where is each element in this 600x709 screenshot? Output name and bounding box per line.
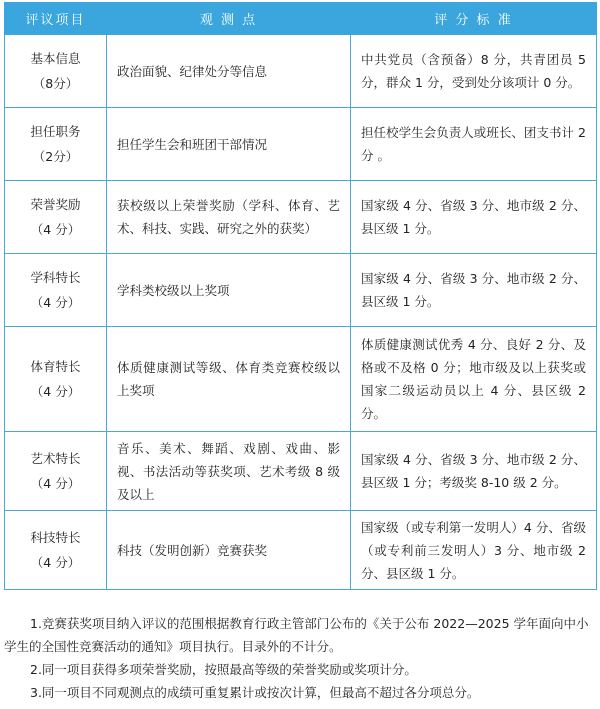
scoring-cell: 国家级 4 分、省级 3 分、地市级 2 分、县区级 1 分；考级奖 8-10 级 2 分。 — [351, 432, 597, 511]
item-cell — [5, 327, 107, 432]
note-3: 3.同一项目不同观测点的成绩可重复累计或按次计算，但最高不超过各分项总分。 — [30, 685, 480, 700]
header-item: 评议项目 — [5, 3, 107, 35]
table-row — [5, 254, 597, 327]
observation-cell: 政治面貌、纪律处分等信息 — [107, 35, 351, 108]
item-cell — [5, 108, 107, 181]
note-1: 1.竞赛获奖项目纳入评议的范围根据教育行政主管部门公布的《关于公布 2022—2025 学年面向中小学生的全国性竞赛活动的通知》项目执行。目录外的不计分。 — [4, 616, 589, 654]
evaluation-table — [4, 2, 597, 590]
item-cell — [5, 35, 107, 108]
item-points: （4 分） — [30, 222, 81, 237]
header-scoring: 评 分 标 准 — [351, 3, 597, 35]
item-name: 荣誉奖励 — [30, 197, 81, 212]
item-cell — [5, 511, 107, 590]
table-header-row — [5, 3, 597, 35]
scoring-cell: 担任校学生会负责人或班长、团支书计 2 分 。 — [351, 108, 597, 181]
observation-cell: 获校级以上荣誉奖励（学科、体育、艺术、科技、实践、研究之外的获奖） — [107, 181, 351, 254]
observation-cell: 音乐、美术、舞蹈、戏剧、戏曲、影视、书法活动等获奖项、艺术考级 8 级及以上 — [107, 432, 351, 511]
observation-cell: 科技（发明创新）竞赛获奖 — [107, 511, 351, 590]
table-row — [5, 327, 597, 432]
item-name: 学科特长 — [30, 270, 81, 285]
item-points: （4 分） — [30, 555, 81, 570]
item-name: 担任职务 — [30, 124, 81, 139]
header-observation: 观 测 点 — [107, 3, 351, 35]
scoring-cell: 国家级 4 分、省级 3 分、地市级 2 分、县区级 1 分。 — [351, 254, 597, 327]
item-points: （2分） — [32, 149, 79, 164]
scoring-cell: 国家级（或专利第一发明人）4 分、省级（或专利前三发明人）3 分、地市级 2 分、县区级 1 分。 — [351, 511, 597, 590]
table-row — [5, 35, 597, 108]
item-points: （4 分） — [30, 476, 81, 491]
item-name: 科技特长 — [30, 530, 81, 545]
item-points: （4 分） — [30, 295, 81, 310]
item-name: 基本信息 — [30, 51, 81, 66]
item-name: 体育特长 — [30, 359, 81, 374]
notes-section — [4, 612, 594, 704]
scoring-cell: 中共党员（含预备）8 分，共青团员 5 分，群众 1 分，受到处分该项计 0 分。 — [351, 35, 597, 108]
item-points: （4 分） — [30, 384, 81, 399]
observation-cell: 担任学生会和班团干部情况 — [107, 108, 351, 181]
item-cell — [5, 254, 107, 327]
item-points: （8分） — [32, 76, 79, 91]
table-row — [5, 108, 597, 181]
table-row — [5, 511, 597, 590]
observation-cell: 学科类校级以上奖项 — [107, 254, 351, 327]
item-cell — [5, 432, 107, 511]
item-name: 艺术特长 — [30, 451, 81, 466]
table-row — [5, 432, 597, 511]
item-cell — [5, 181, 107, 254]
scoring-cell: 国家级 4 分、省级 3 分、地市级 2 分、县区级 1 分。 — [351, 181, 597, 254]
observation-cell: 体质健康测试等级、体育类竞赛校级以上奖项 — [107, 327, 351, 432]
note-2: 2.同一项目获得多项荣誉奖励，按照最高等级的荣誉奖励或奖项计分。 — [30, 662, 417, 677]
table-row — [5, 181, 597, 254]
scoring-cell: 体质健康测试优秀 4 分、良好 2 分、及格或不及格 0 分；地市级及以上获奖或国家二级运动员以上 4 分、县区级 2 分。 — [351, 327, 597, 432]
